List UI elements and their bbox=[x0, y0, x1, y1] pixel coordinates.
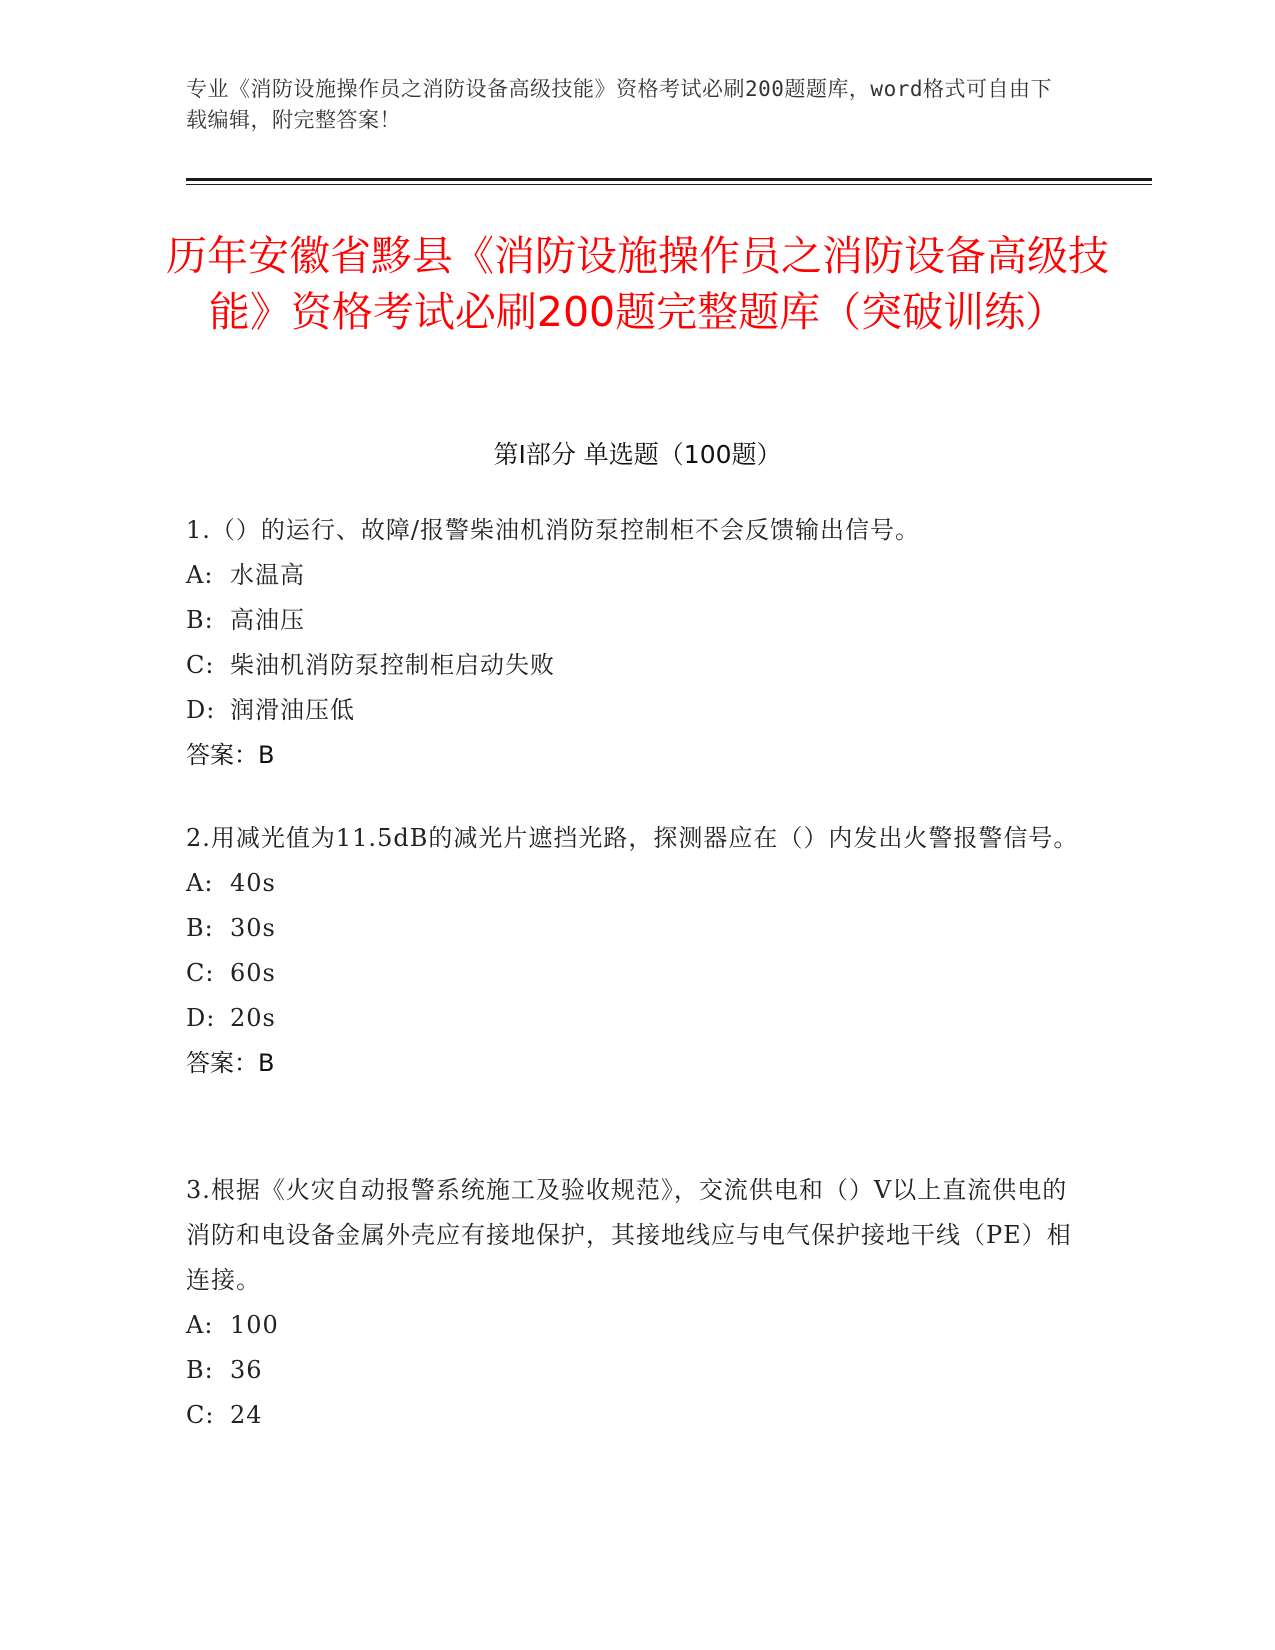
option-text: 柴油机消防泵控制柜启动失败 bbox=[230, 651, 555, 679]
question-2 bbox=[186, 816, 1086, 1086]
section-heading: 第Ⅰ部分 单选题（100题） bbox=[493, 440, 782, 469]
option-c bbox=[186, 1393, 1086, 1438]
question-stem: 3.根据《火灾自动报警系统施工及验收规范》，交流供电和（）V以上直流供电的消防和电设备金属外壳应有接地保护，其接地线应与电气保护接地干线（PE）相连接。 bbox=[186, 1176, 1072, 1294]
question-stem: 2.用减光值为11.5dB的减光片遮挡光路，探测器应在（）内发出火警报警信号。 bbox=[186, 824, 1079, 852]
option-c bbox=[186, 951, 1086, 996]
option-letter: C: bbox=[186, 651, 215, 679]
option-letter: D: bbox=[186, 696, 216, 724]
option-text: 高油压 bbox=[230, 606, 305, 634]
option-a bbox=[186, 861, 1086, 906]
header-note: 专业《消防设施操作员之消防设备高级技能》资格考试必刷200题题库，word格式可自由下载编辑，附完整答案！ bbox=[186, 77, 1052, 132]
answer: 答案：B bbox=[186, 741, 275, 769]
option-d bbox=[186, 996, 1086, 1041]
option-text: 60s bbox=[230, 959, 276, 987]
option-b bbox=[186, 598, 1086, 643]
option-text: 30s bbox=[230, 914, 276, 942]
option-text: 100 bbox=[230, 1311, 279, 1339]
option-a bbox=[186, 1303, 1086, 1348]
header-divider-thick bbox=[186, 178, 1152, 181]
option-b bbox=[186, 1348, 1086, 1393]
option-c bbox=[186, 643, 1086, 688]
option-text: 20s bbox=[230, 1004, 276, 1032]
option-text: 润滑油压低 bbox=[230, 696, 355, 724]
option-b bbox=[186, 906, 1086, 951]
option-letter: A: bbox=[186, 869, 214, 897]
answer: 答案：B bbox=[186, 1049, 275, 1077]
option-letter: A: bbox=[186, 1311, 214, 1339]
option-letter: C: bbox=[186, 959, 215, 987]
question-3 bbox=[186, 1168, 1086, 1438]
option-letter: B: bbox=[186, 606, 214, 634]
option-text: 36 bbox=[230, 1356, 263, 1384]
option-text: 24 bbox=[230, 1401, 263, 1429]
option-text: 40s bbox=[230, 869, 276, 897]
header-divider-thin bbox=[186, 184, 1152, 185]
option-d bbox=[186, 688, 1086, 733]
option-text: 水温高 bbox=[230, 561, 305, 589]
option-letter: C: bbox=[186, 1401, 215, 1429]
option-letter: B: bbox=[186, 914, 214, 942]
option-letter: B: bbox=[186, 1356, 214, 1384]
question-stem: 1.（）的运行、故障/报警柴油机消防泵控制柜不会反馈输出信号。 bbox=[186, 516, 920, 544]
option-a bbox=[186, 553, 1086, 598]
question-1 bbox=[186, 508, 1086, 778]
document-title: 历年安徽省黟县《消防设施操作员之消防设备高级技能》资格考试必刷200题完整题库（突破训练） bbox=[166, 232, 1109, 336]
option-letter: A: bbox=[186, 561, 214, 589]
option-letter: D: bbox=[186, 1004, 216, 1032]
